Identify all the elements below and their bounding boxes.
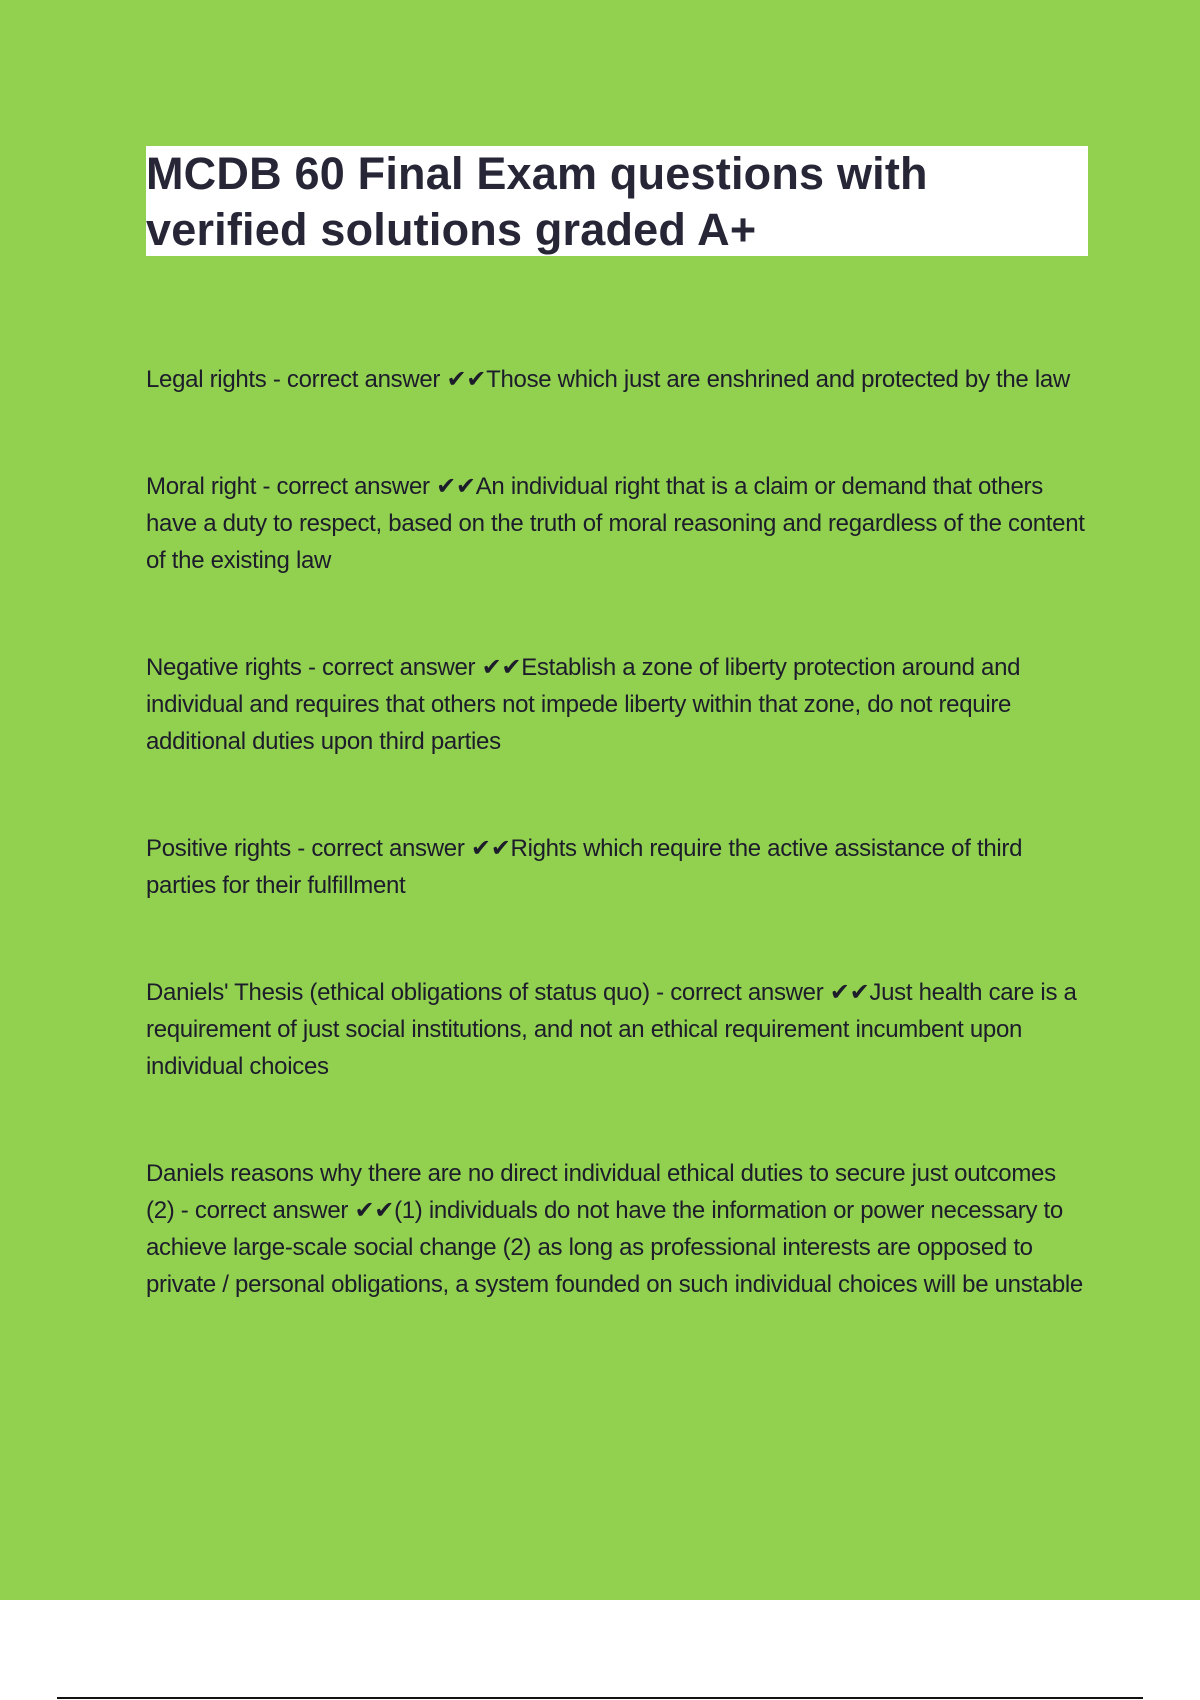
answer-marker: correct answer bbox=[286, 366, 441, 393]
qa-answer: Just health care is a requirement of just social institutions, and not an ethical requirement incumbent upon individual choices bbox=[146, 979, 1077, 1080]
check-marks-icon: ✔✔ bbox=[829, 979, 870, 1006]
qa-term: Legal rights bbox=[146, 366, 267, 393]
footer-divider bbox=[57, 1697, 1143, 1699]
qa-term: Positive rights bbox=[146, 835, 291, 862]
qa-list bbox=[146, 361, 1086, 1303]
qa-item: Daniels' Thesis (ethical obligations of status quo) - correct answer ✔✔Just health care is a requirement of just social institutions, and not an ethical requirement incumbent upon individual choices bbox=[146, 979, 1077, 1080]
answer-marker: correct answer bbox=[311, 835, 465, 862]
qa-item: Legal rights - correct answer ✔✔Those which just are enshrined and protected by the law bbox=[146, 366, 1070, 393]
answer-marker: correct answer bbox=[276, 473, 430, 500]
answer-marker: correct answer bbox=[670, 979, 824, 1006]
title-box bbox=[146, 146, 1088, 256]
qa-term: Daniels' Thesis (ethical obligations of status quo) bbox=[146, 979, 650, 1006]
qa-item: Negative rights - correct answer ✔✔Establish a zone of liberty protection around and individual and requires that others not impede liberty within that zone, do not require additional duties upon third parties bbox=[146, 654, 1021, 755]
check-marks-icon: ✔✔ bbox=[354, 1197, 395, 1224]
qa-answer: Those which just are enshrined and protected by the law bbox=[486, 366, 1070, 393]
check-marks-icon: ✔✔ bbox=[436, 473, 476, 500]
document-title: MCDB 60 Final Exam questions with verified solutions graded A+ bbox=[146, 148, 928, 255]
qa-answer: Rights which require the active assistance of third parties for their fulfillment bbox=[146, 835, 1023, 899]
qa-term: Daniels reasons why there are no direct individual ethical duties to secure just outcomes (2) bbox=[146, 1160, 1056, 1224]
answer-marker: correct answer bbox=[194, 1197, 349, 1224]
answer-marker: correct answer bbox=[322, 654, 476, 681]
check-marks-icon: ✔✔ bbox=[481, 654, 522, 681]
qa-item: Daniels reasons why there are no direct individual ethical duties to secure just outcomes (2) - correct answer ✔✔(1) individuals do not have the information or power necessary to achieve large-scale social change (2) as long as professional interests are opposed to private / personal obligations, a system founded on such individual choices will be unstable bbox=[146, 1160, 1083, 1298]
qa-answer: An individual right that is a claim or demand that others have a duty to respect, based on the truth of moral reasoning and regardless of the content of the existing law bbox=[146, 473, 1085, 574]
qa-answer: Establish a zone of liberty protection around and individual and requires that others not impede liberty within that zone, do not require additional duties upon third parties bbox=[146, 654, 1021, 755]
qa-answer: (1) individuals do not have the information or power necessary to achieve large-scale social change (2) as long as professional interests are opposed to private / personal obligations, a system founded on such individual choices will be unstable bbox=[146, 1197, 1083, 1298]
qa-term: Moral right bbox=[146, 473, 257, 500]
check-marks-icon: ✔✔ bbox=[470, 835, 511, 862]
check-marks-icon: ✔✔ bbox=[446, 366, 487, 393]
qa-item: Positive rights - correct answer ✔✔Rights which require the active assistance of third parties for their fulfillment bbox=[146, 835, 1023, 899]
qa-item: Moral right - correct answer ✔✔An individual right that is a claim or demand that others have a duty to respect, based on the truth of moral reasoning and regardless of the content of the existing law bbox=[146, 473, 1085, 574]
qa-term: Negative rights bbox=[146, 654, 302, 681]
